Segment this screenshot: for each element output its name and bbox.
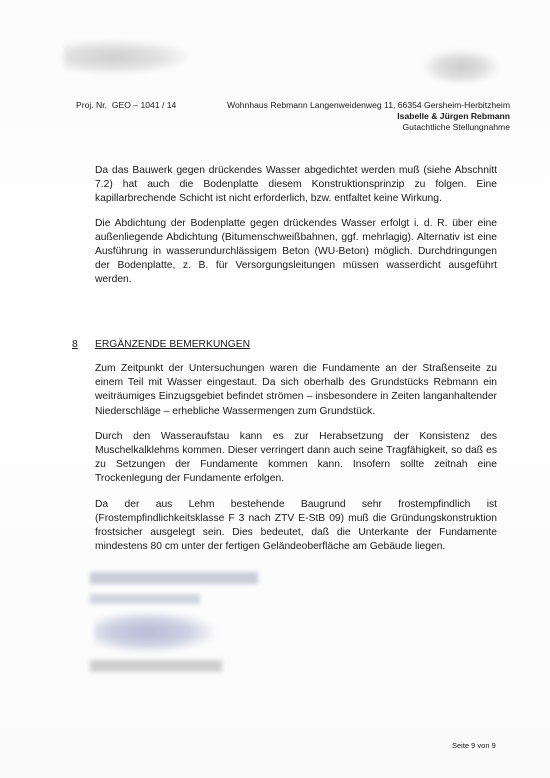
blurred-line — [90, 572, 258, 584]
paragraph: Zum Zeitpunkt der Untersuchungen waren die Fundamente an der Straßenseite zu einem Teil mit Wasser eingestaut. Da sich oberhalb des Grundstücks Rebmann ein weiträumiges Einzugsgebiet befindet strömen – insbesondere in Zeiten langanhaltender Niederschläge – erhebliche Wassermengen zum Grundstück. — [95, 363, 497, 417]
blurred-signature — [94, 612, 214, 652]
section-text — [95, 362, 497, 565]
client-name: Isabelle & Jürgen Rebmann — [397, 111, 510, 121]
section-number: 8 — [72, 339, 78, 350]
intro-text — [95, 164, 497, 298]
header-address-block — [227, 100, 510, 133]
paragraph: Durch den Wasseraufstau kann es zur Herabsetzung der Konsistenz des Muschelkalklehms kommen. Dieser verringert dann auch seine Tragfähigkeit, so daß es zu Setzungen der Fundamente kommen kann. Insofern sollte zeitnah eine Trockenlegung der Fundamente erfolgen. — [95, 430, 497, 485]
blurred-company-logo — [64, 40, 188, 74]
project-label: Proj. Nr. — [76, 100, 108, 110]
project-info — [76, 100, 176, 111]
section-title: ERGÄNZENDE BEMERKUNGEN — [95, 339, 251, 350]
page-number: Seite 9 von 9 — [452, 741, 496, 750]
project-number: GEO – 1041 / 14 — [111, 100, 177, 110]
blurred-line — [90, 594, 200, 604]
paragraph: Da der aus Lehm bestehende Baugrund sehr frostempfindlich ist (Frostempfindlichkeitsklasse F 3 nach ZTV E-StB 09) muß die Gründungskonstruktion frostsicher ausgelegt sein. Dies bedeutet, daß die Unterkante der Fundamente mindestens 80 cm unter der fertigen Geländeoberfläche am Gebäude liegen. — [95, 498, 497, 553]
blurred-line — [90, 660, 222, 672]
blurred-stamp — [424, 50, 498, 84]
blurred-signature-block — [90, 572, 260, 692]
paragraph: Da das Bauwerk gegen drückendes Wasser abgedichtet werden muß (siehe Abschnitt 7.2) hat auch die Bodenplatte diesem Konstruktionsprinzip zu folgen. Eine kapillarbrechende Schicht ist nicht erforderlich, bzw. entfaltet keine Wirkung. — [95, 165, 497, 205]
paragraph: Die Abdichtung der Bodenplatte gegen drückendes Wasser erfolgt i. d. R. über eine außenliegende Abdichtung (Bitumenschweißbahnen, ggf. mehrlagig). Alternativ ist eine Ausführung in wasserundurchlässigem Beton (WU-Beton) möglich. Durchdringungen der Bodenplatte, z. B. für Versorgungsleitungen müssen wasserdicht ausgeführt werden. — [95, 217, 497, 286]
project-address: Wohnhaus Rebmann Langenweidenweg 11, 66354 Gersheim-Herbitzheim — [227, 100, 510, 110]
document-type: Gutachtliche Stellungnahme — [402, 122, 510, 132]
